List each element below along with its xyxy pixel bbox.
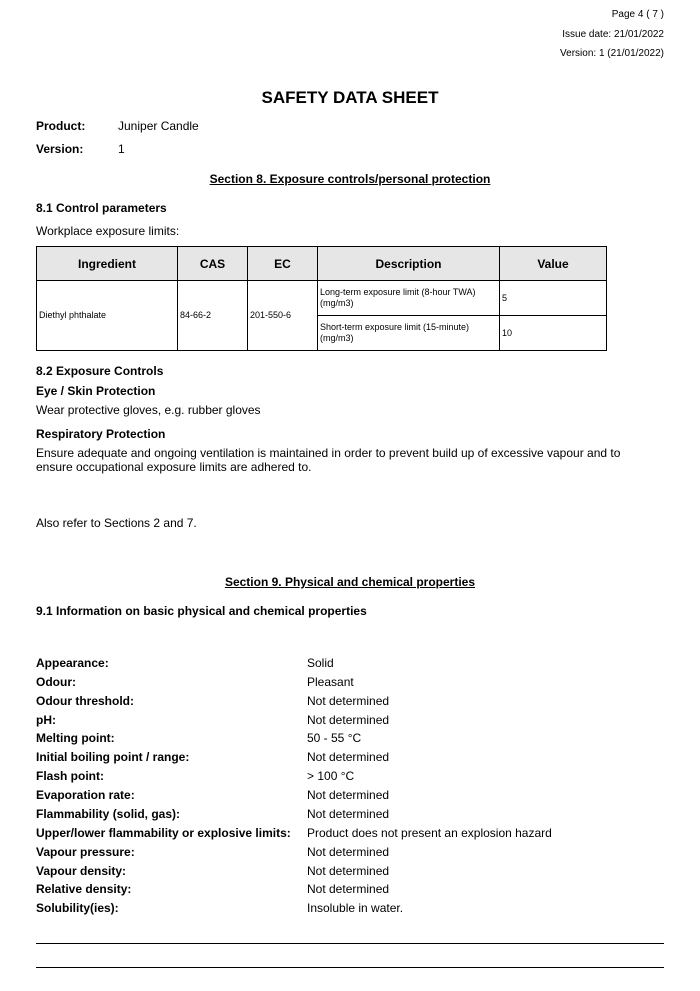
description-cell: Long-term exposure limit (8-hour TWA) (mg/m3) <box>318 281 500 316</box>
property-value: Not determined <box>307 807 390 821</box>
product-value: Juniper Candle <box>118 119 199 133</box>
control-parameters-heading: 8.1 Control parameters <box>36 201 167 215</box>
workplace-limits-label: Workplace exposure limits: <box>36 224 180 238</box>
property-label: Melting point: <box>36 731 115 745</box>
ec-cell: 201-550-6 <box>248 281 318 351</box>
property-value: 50 - 55 °C <box>307 731 362 745</box>
version-label: Version: <box>36 142 84 156</box>
basic-properties-heading: 9.1 Information on basic physical and chemical properties <box>36 604 367 618</box>
property-value: Not determined <box>307 864 390 878</box>
property-label: Relative density: <box>36 882 132 896</box>
property-value: Insoluble in water. <box>307 901 404 915</box>
property-label: Odour threshold: <box>36 694 134 708</box>
property-label: pH: <box>36 713 56 727</box>
eye-skin-heading: Eye / Skin Protection <box>36 384 156 398</box>
property-label: Appearance: <box>36 656 109 670</box>
column-header-value: Value <box>500 247 607 281</box>
also-refer-text: Also refer to Sections 2 and 7. <box>36 516 197 530</box>
property-label: Upper/lower flammability or explosive limits: <box>36 826 291 840</box>
property-value: Pleasant <box>307 675 354 689</box>
table-row <box>37 281 607 316</box>
property-label: Odour: <box>36 675 76 689</box>
property-label: Flash point: <box>36 769 104 783</box>
description-cell: Short-term exposure limit (15-minute) (mg/m3) <box>318 316 500 351</box>
respiratory-heading: Respiratory Protection <box>36 427 166 441</box>
property-value: Not determined <box>307 882 390 896</box>
page-number: Page 4 ( 7 ) <box>611 9 664 20</box>
footer-divider <box>36 943 664 944</box>
column-header-description: Description <box>318 247 500 281</box>
property-value: Solid <box>307 656 334 670</box>
property-label: Solubility(ies): <box>36 901 119 915</box>
property-value: Product does not present an explosion hazard <box>307 826 552 840</box>
value-cell: 10 <box>500 316 607 351</box>
property-value: Not determined <box>307 788 390 802</box>
column-header-cas: CAS <box>178 247 248 281</box>
version-date: Version: 1 (21/01/2022) <box>560 48 664 59</box>
property-label: Flammability (solid, gas): <box>36 807 181 821</box>
section-9-heading: Section 9. Physical and chemical properties <box>224 575 476 589</box>
section-8-heading: Section 8. Exposure controls/personal protection <box>209 172 491 186</box>
property-value: Not determined <box>307 713 390 727</box>
property-value: > 100 °C <box>307 769 355 783</box>
column-header-ingredient: Ingredient <box>37 247 178 281</box>
column-header-ec: EC <box>248 247 318 281</box>
issue-date: Issue date: 21/01/2022 <box>562 29 664 40</box>
property-label: Vapour density: <box>36 864 127 878</box>
property-label: Vapour pressure: <box>36 845 135 859</box>
ingredient-cell: Diethyl phthalate <box>37 281 178 351</box>
version-value: 1 <box>118 142 125 156</box>
document-title: SAFETY DATA SHEET <box>261 88 439 107</box>
property-value: Not determined <box>307 845 390 859</box>
footer-divider <box>36 967 664 968</box>
property-value: Not determined <box>307 750 390 764</box>
exposure-controls-heading: 8.2 Exposure Controls <box>36 364 164 378</box>
property-label: Initial boiling point / range: <box>36 750 190 764</box>
product-label: Product: <box>36 119 86 133</box>
respiratory-text: Ensure adequate and ongoing ventilation is maintained in order to prevent build up of excessive vapour and to ensure occupational exposure limits are adhered to. <box>36 446 621 474</box>
value-cell: 5 <box>500 281 607 316</box>
property-value: Not determined <box>307 694 390 708</box>
table-header-row <box>37 247 607 281</box>
property-label: Evaporation rate: <box>36 788 135 802</box>
eye-skin-text: Wear protective gloves, e.g. rubber gloves <box>36 403 261 417</box>
exposure-limits-table <box>36 246 607 351</box>
cas-cell: 84-66-2 <box>178 281 248 351</box>
